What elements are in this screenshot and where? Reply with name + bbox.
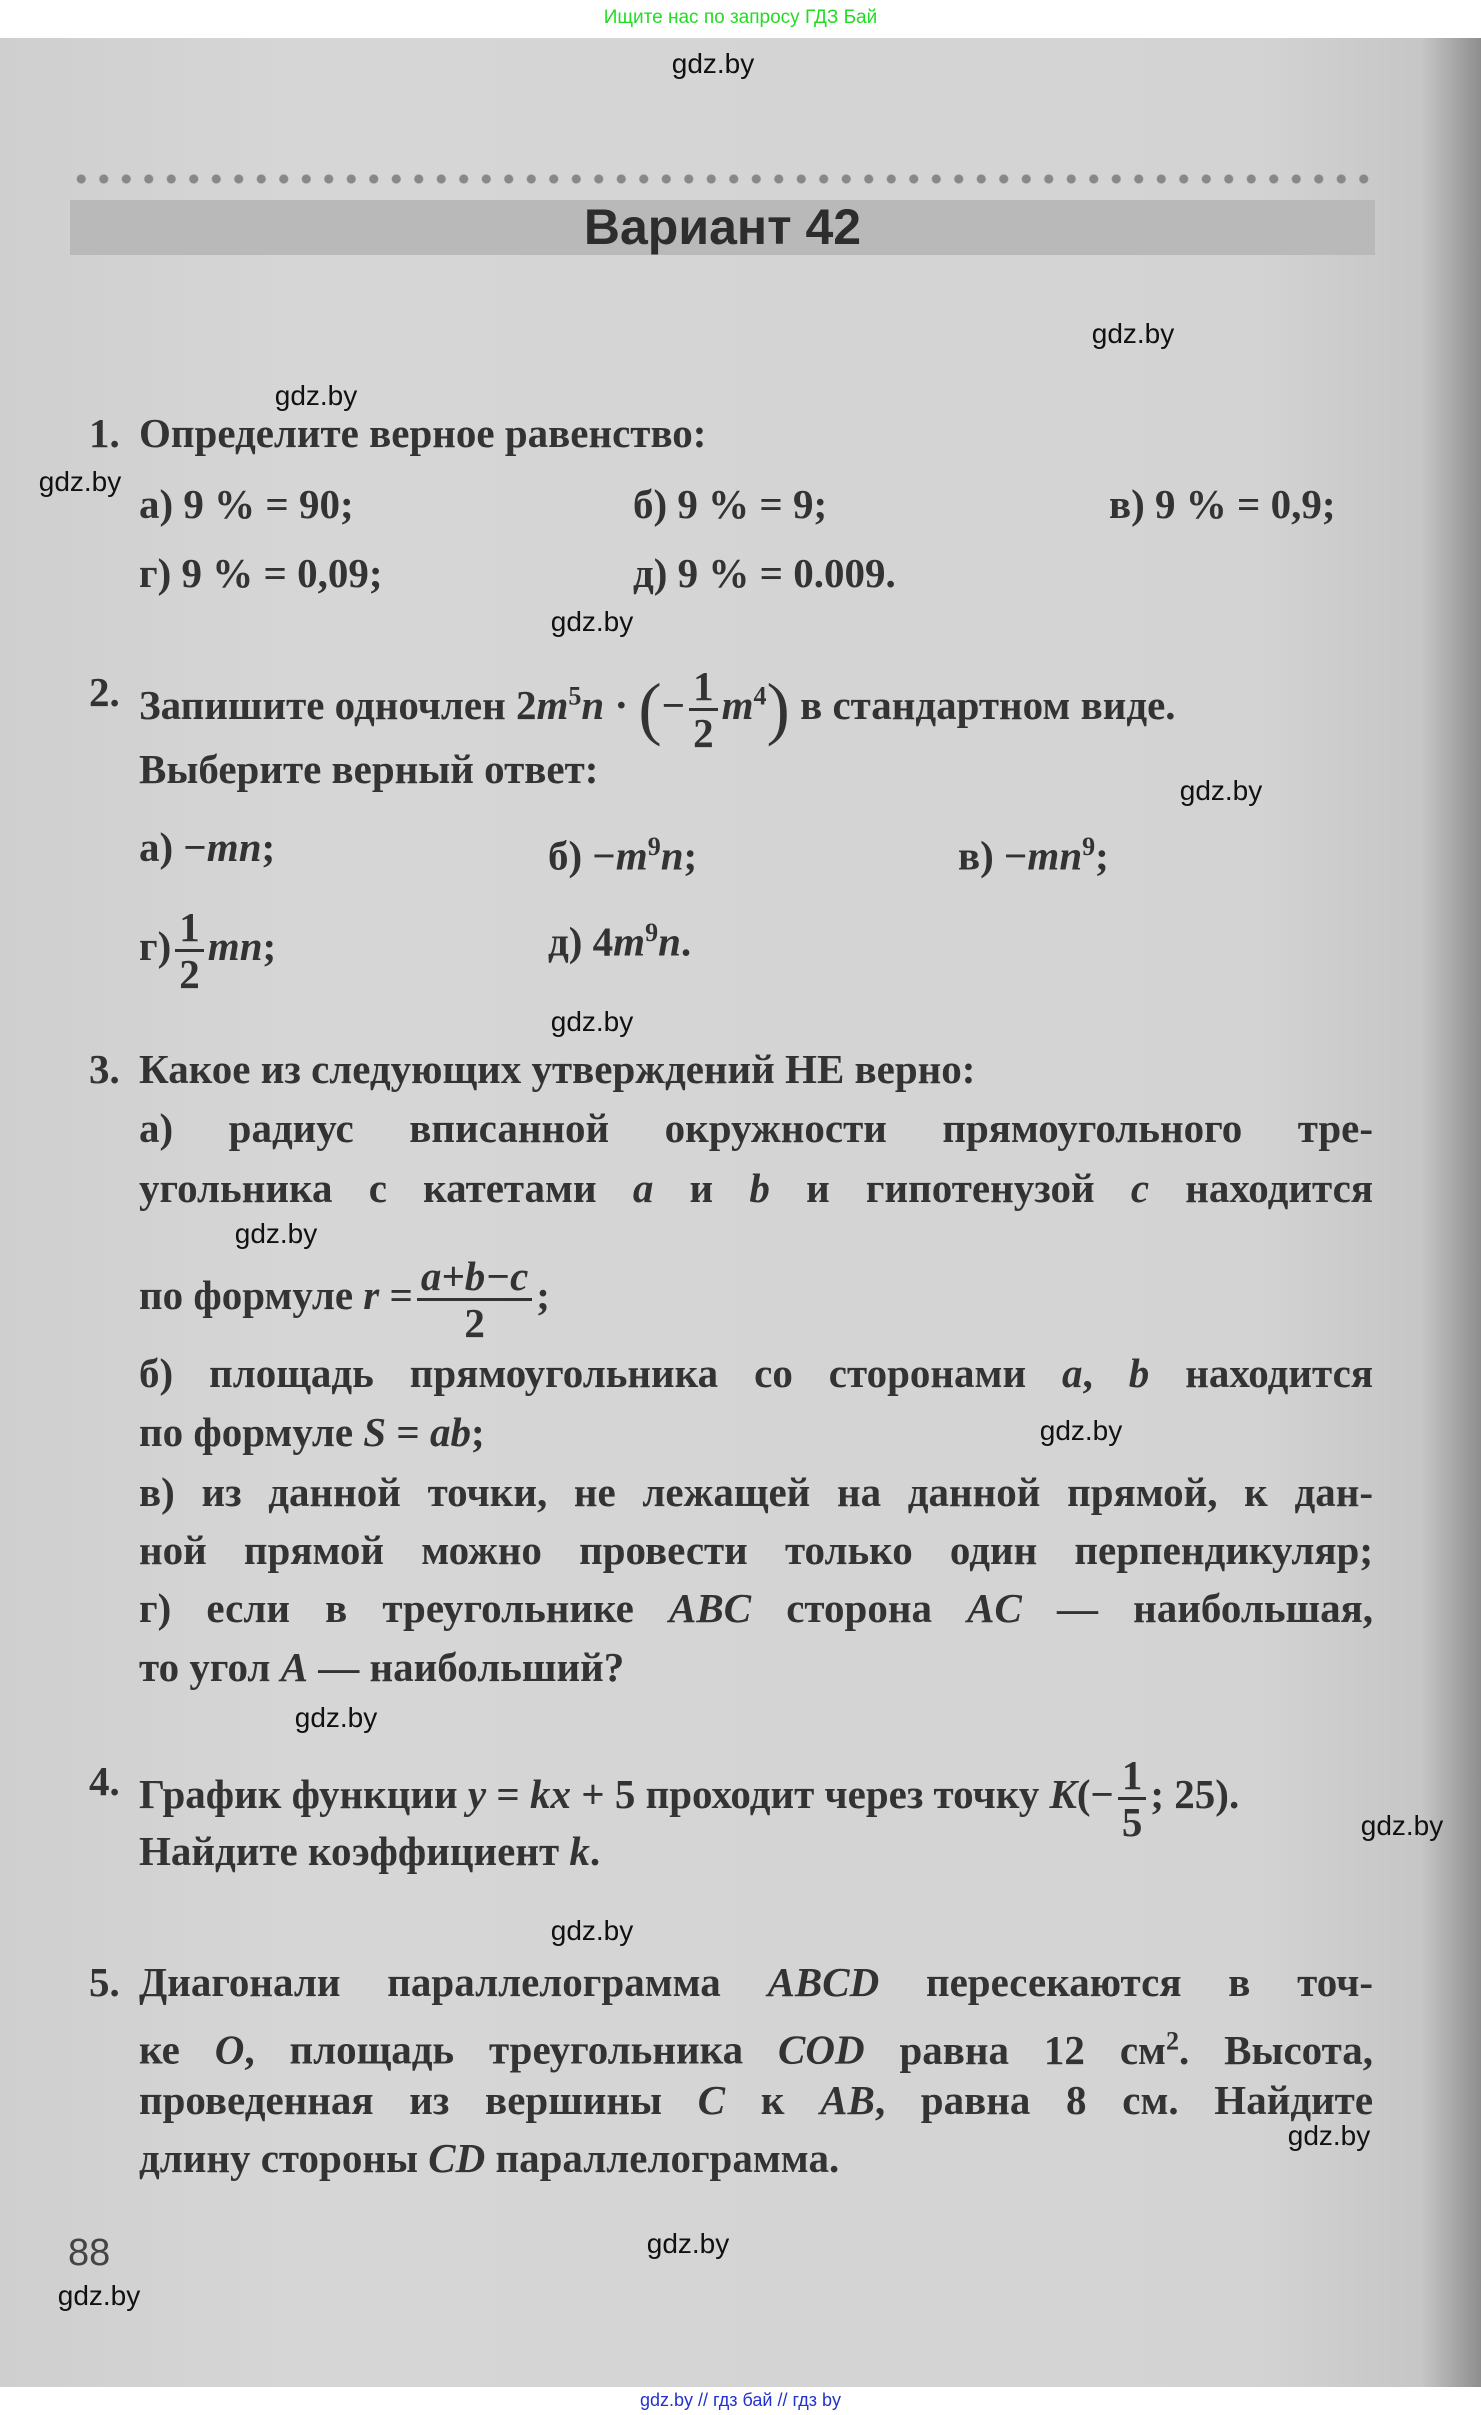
var-n: n xyxy=(1059,832,1083,879)
q4-line2 xyxy=(139,1823,600,1879)
var-b: b xyxy=(1128,1350,1150,1396)
q2-text-b: в стандартном виде. xyxy=(800,681,1176,728)
text: ке xyxy=(139,2026,180,2073)
q5-number: 5. xyxy=(89,1959,120,2005)
tail: . xyxy=(680,918,692,965)
text: по формуле xyxy=(139,1271,354,1318)
var-r: r xyxy=(363,1271,380,1318)
var-ab: ab xyxy=(429,1409,471,1455)
var-n: n xyxy=(239,922,263,969)
text: находится xyxy=(1185,1350,1373,1396)
q2-option-e xyxy=(548,905,691,970)
var-m: m xyxy=(536,681,569,728)
text: пересекаются в точ- xyxy=(925,1959,1373,2005)
exponent: 9 xyxy=(647,832,661,861)
var-ABC: ABC xyxy=(669,1585,752,1631)
text: проведенная из вершины xyxy=(139,2077,663,2123)
watermark: gdz.by xyxy=(550,1006,634,1037)
var-ABCD: ABCD xyxy=(767,1959,880,2005)
paren: ( xyxy=(638,670,662,748)
text: Найдите коэффициент xyxy=(139,1828,560,1874)
tail: ; xyxy=(683,832,698,879)
var-m: m xyxy=(615,832,648,879)
watermark: gdz.by xyxy=(1039,1415,1123,1446)
exponent: 9 xyxy=(1082,832,1096,861)
footer-links[interactable]: gdz.by // гдз бай // гдз by xyxy=(639,2390,842,2410)
exponent: 2 xyxy=(1165,2026,1179,2055)
fraction xyxy=(689,664,718,755)
denominator: 2 xyxy=(179,951,200,997)
label: а) − xyxy=(139,824,207,870)
q3-line: ной прямой можно провести только один перпендикуляр; xyxy=(139,1527,1373,1573)
var-K: K xyxy=(1049,1770,1077,1817)
numerator: 1 xyxy=(175,905,204,952)
semicolon: ; xyxy=(470,1409,485,1455)
q1-option-c: в) 9 % = 0,9; xyxy=(1109,481,1336,527)
q2-option-b xyxy=(548,819,697,884)
watermark: gdz.by xyxy=(1179,775,1263,806)
equals: = xyxy=(379,1271,413,1318)
fraction xyxy=(417,1254,532,1345)
text: . Высота, xyxy=(1178,2026,1373,2073)
var-c: c xyxy=(1130,1165,1150,1211)
exponent: 9 xyxy=(645,918,659,947)
var-S: S xyxy=(363,1409,387,1455)
label: г) xyxy=(139,922,172,969)
text: + 5 проходит через точку xyxy=(570,1770,1040,1817)
text: б) площадь прямоугольника со сторонами xyxy=(139,1350,1027,1396)
text: параллелограмма. xyxy=(495,2135,840,2181)
text: ; 25). xyxy=(1150,1770,1240,1817)
q2-line2: Выберите верный ответ: xyxy=(139,746,599,792)
text: угольника с катетами xyxy=(139,1165,597,1211)
fraction xyxy=(175,905,204,996)
var-n: n xyxy=(581,681,605,728)
top-banner[interactable]: Ищите нас по запросу ГДЗ Бай xyxy=(603,7,878,28)
var-a: a xyxy=(632,1165,654,1211)
q5-line xyxy=(139,1954,1373,2010)
watermark: gdz.by xyxy=(234,1218,318,1249)
q2-number: 2. xyxy=(89,669,120,715)
title-band xyxy=(70,200,1375,255)
watermark: gdz.by xyxy=(1287,2120,1371,2151)
q3-number: 3. xyxy=(89,1046,120,1092)
watermark: gdz.by xyxy=(671,48,755,79)
numerator: 1 xyxy=(1118,1753,1147,1800)
watermark: gdz.by xyxy=(550,1915,634,1946)
watermark: gdz.by xyxy=(294,1702,378,1733)
var-n: n xyxy=(658,918,681,965)
watermark: gdz.by xyxy=(1091,318,1175,349)
q3-line: в) из данной точки, не лежащей на данной прямой, к дан- xyxy=(139,1469,1373,1515)
exponent: 5 xyxy=(568,681,582,711)
watermark: gdz.by xyxy=(38,466,122,497)
page-number: 88 xyxy=(68,2232,111,2274)
q1-option-b: б) 9 % = 9; xyxy=(633,481,828,527)
var-A: A xyxy=(280,1644,309,1690)
var-CD: CD xyxy=(428,2135,486,2181)
q1-option-d: г) 9 % = 0,09; xyxy=(139,550,383,596)
var-m: m xyxy=(207,922,240,969)
var-m: m xyxy=(206,824,239,870)
var-m: m xyxy=(613,918,646,965)
var-n: n xyxy=(238,824,262,870)
tail: ; xyxy=(1095,832,1109,879)
semicolon: ; xyxy=(536,1271,550,1318)
comma: , xyxy=(1082,1350,1093,1396)
q3-text: Какое из следующих утверждений НЕ верно: xyxy=(139,1046,976,1092)
watermark: gdz.by xyxy=(274,380,358,411)
q1-option-e: д) 9 % = 0.009. xyxy=(633,550,896,596)
paren: ) xyxy=(766,670,790,748)
label: б) − xyxy=(548,832,616,879)
var-AB: AB xyxy=(820,2077,875,2123)
dot: · xyxy=(604,681,639,728)
text: , равна 8 см. Найдите xyxy=(874,2077,1374,2123)
dotted-divider xyxy=(70,172,1375,186)
var-C: C xyxy=(697,2077,726,2123)
text: сторона xyxy=(786,1585,932,1631)
q1-number: 1. xyxy=(89,410,120,456)
var-y: y xyxy=(467,1770,487,1817)
minus: − xyxy=(661,681,686,728)
q2-text-a: Запишите одночлен 2 xyxy=(139,681,537,728)
q3-line xyxy=(139,1160,1373,1216)
var-k: k xyxy=(569,1828,590,1874)
text: , площадь треугольника xyxy=(244,2026,744,2073)
var-n: n xyxy=(660,832,684,879)
q3-line xyxy=(139,1639,624,1695)
q3-line xyxy=(139,1580,1373,1636)
var-m: m xyxy=(721,681,754,728)
text: находится xyxy=(1185,1165,1373,1211)
equals: = xyxy=(386,1409,430,1455)
q1-option-a: а) 9 % = 90; xyxy=(139,481,354,527)
period: . xyxy=(589,1828,601,1874)
text: то угол xyxy=(139,1644,271,1690)
tail: ; xyxy=(262,922,277,969)
numerator: 1 xyxy=(689,664,718,711)
denominator: 5 xyxy=(1121,1799,1143,1845)
denominator: 2 xyxy=(464,1300,485,1346)
label: д) 4 xyxy=(548,918,614,965)
q3-line xyxy=(139,1345,1373,1401)
text: и гипотенузой xyxy=(806,1165,1095,1211)
denominator: 2 xyxy=(693,710,714,756)
q3-formula-line xyxy=(139,1254,550,1345)
var-AC: AC xyxy=(967,1585,1022,1631)
watermark: gdz.by xyxy=(550,606,634,637)
text: — наибольшая, xyxy=(1057,1585,1374,1631)
q4-number: 4. xyxy=(89,1758,120,1804)
var-a: a xyxy=(1062,1350,1083,1396)
q5-line xyxy=(139,2072,1373,2128)
text: равна 12 см xyxy=(899,2026,1166,2073)
q2-option-d xyxy=(139,905,276,996)
q5-line xyxy=(139,2013,1373,2073)
text: длину стороны xyxy=(139,2135,418,2181)
text: (− xyxy=(1076,1770,1114,1817)
text: Диагонали параллелограмма xyxy=(139,1959,721,2005)
numerator: a+b−c xyxy=(417,1254,532,1301)
text: — наибольший? xyxy=(318,1644,625,1690)
watermark: gdz.by xyxy=(57,2280,141,2311)
q1-text: Определите верное равенство: xyxy=(139,410,707,456)
text: по формуле xyxy=(139,1409,354,1455)
text: График функции xyxy=(139,1770,458,1817)
q2-option-c xyxy=(958,819,1109,884)
exponent: 4 xyxy=(753,681,767,711)
q2-option-a xyxy=(139,819,275,875)
text: к xyxy=(760,2077,785,2123)
watermark: gdz.by xyxy=(1360,1810,1444,1841)
q3-line: а) радиус вписанной окружности прямоугольного тре- xyxy=(139,1105,1373,1151)
label: в) − xyxy=(958,832,1028,879)
equals: = xyxy=(486,1770,530,1817)
page-title: Вариант 42 xyxy=(583,199,862,255)
text: г) если в треугольнике xyxy=(139,1585,634,1631)
var-kx: kx xyxy=(529,1770,571,1817)
var-O: O xyxy=(214,2026,245,2073)
q5-line xyxy=(139,2130,839,2186)
var-COD: COD xyxy=(778,2026,865,2073)
watermark: gdz.by xyxy=(646,2228,730,2259)
text: и xyxy=(689,1165,714,1211)
q3-line xyxy=(139,1404,485,1460)
fraction xyxy=(1118,1753,1147,1844)
tail: ; xyxy=(261,824,276,870)
var-b: b xyxy=(749,1165,770,1211)
var-m: m xyxy=(1027,832,1060,879)
